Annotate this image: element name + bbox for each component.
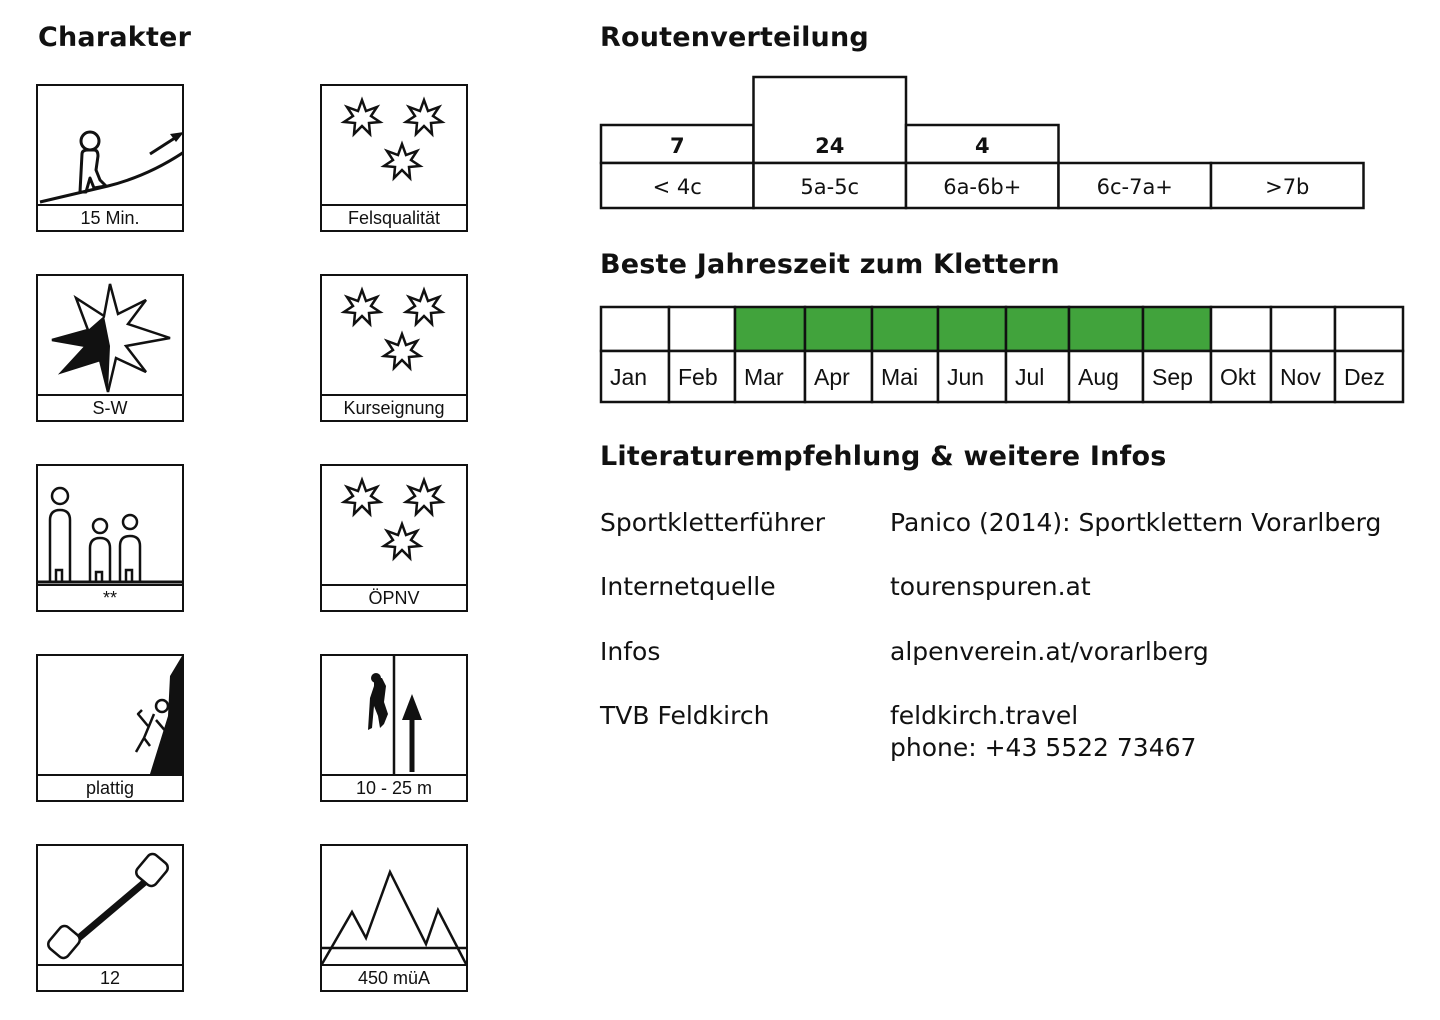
slab-climber-icon [38,656,182,774]
compass-orientation-icon [38,276,182,394]
public-transport-stars-icon [322,466,466,584]
season-month-label: Aug [1078,364,1119,390]
route-length-icon [322,656,466,774]
rock-quality-stars-icon [322,86,466,204]
season-month-label: Feb [678,364,718,390]
season-month-label: Dez [1344,364,1385,390]
route-bar-value: 24 [815,134,845,158]
route-bar-value: 4 [974,134,990,158]
season-month-indicator [1069,307,1143,351]
info-label-webresource: Internetquelle [600,572,776,601]
season-month-indicator [805,307,872,351]
quickdraw-icon [38,846,182,964]
route-category-label: >7b [1265,175,1310,199]
tile-caption: plattig [36,774,184,802]
tile-course-suitability [320,274,468,422]
tile-caption: ** [36,584,184,612]
season-month-indicator [872,307,938,351]
info-value-guidebook: Panico (2014): Sportklettern Vorarlberg [890,508,1382,537]
season-month-label: Jun [947,364,985,390]
tile-caption: Felsqualität [320,204,468,232]
tile-caption: ÖPNV [320,584,468,612]
tile-altitude [320,844,468,992]
tile-approach [36,84,184,232]
tile-quickdraws [36,844,184,992]
season-month-indicator [938,307,1006,351]
route-category-label: 6a-6b+ [943,175,1022,199]
info-label-guidebook: Sportkletterführer [600,508,826,537]
jahreszeit-heading: Beste Jahreszeit zum Klettern [600,249,1060,280]
route-distribution-chart [596,72,1370,214]
season-month-label: Nov [1280,364,1321,390]
tile-caption: 15 Min. [36,204,184,232]
tile-caption: 450 müA [320,964,468,992]
season-chart [596,302,1408,408]
route-bar-value: 7 [669,134,685,158]
family-icon [38,466,182,584]
season-month-label: Jan [610,364,648,390]
season-month-label: Okt [1220,364,1256,390]
tile-route-length [320,654,468,802]
info-value-infos[interactable]: alpenverein.at/vorarlberg [890,637,1209,666]
season-month-indicator [1211,307,1271,351]
season-month-label: Mar [744,364,784,390]
season-month-label: Sep [1152,364,1193,390]
season-month-indicator [1271,307,1335,351]
route-category-label: < 4c [652,175,702,199]
routenverteilung-heading: Routenverteilung [600,22,869,53]
literatur-heading: Literaturempfehlung & weitere Infos [600,441,1167,472]
charakter-heading: Charakter [38,22,192,53]
info-value-tourism-website[interactable]: feldkirch.travel [890,701,1079,730]
season-month-label: Apr [814,364,850,390]
season-month-indicator [1143,307,1211,351]
info-label-infos: Infos [600,637,661,666]
tile-family [36,464,184,612]
tile-rock-quality [320,84,468,232]
tile-caption: 10 - 25 m [320,774,468,802]
course-suitability-stars-icon [322,276,466,394]
season-month-indicator [669,307,735,351]
tile-caption: S-W [36,394,184,422]
tile-slab [36,654,184,802]
season-month-indicator [735,307,805,351]
route-category-label: 6c-7a+ [1096,175,1173,199]
mountain-altitude-icon [322,846,466,964]
season-month-label: Jul [1015,364,1045,390]
info-value-tourism-phone: phone: +43 5522 73467 [890,733,1197,762]
info-value-webresource[interactable]: tourenspuren.at [890,572,1091,601]
approach-hiker-icon [38,86,182,204]
tile-caption: 12 [36,964,184,992]
season-month-indicator [1006,307,1069,351]
season-month-indicator [1335,307,1403,351]
tile-orientation [36,274,184,422]
info-label-tourism-office: TVB Feldkirch [600,701,770,730]
tile-caption: Kurseignung [320,394,468,422]
season-month-indicator [601,307,669,351]
tile-public-transport [320,464,468,612]
route-category-label: 5a-5c [800,175,860,199]
season-month-label: Mai [881,364,919,390]
